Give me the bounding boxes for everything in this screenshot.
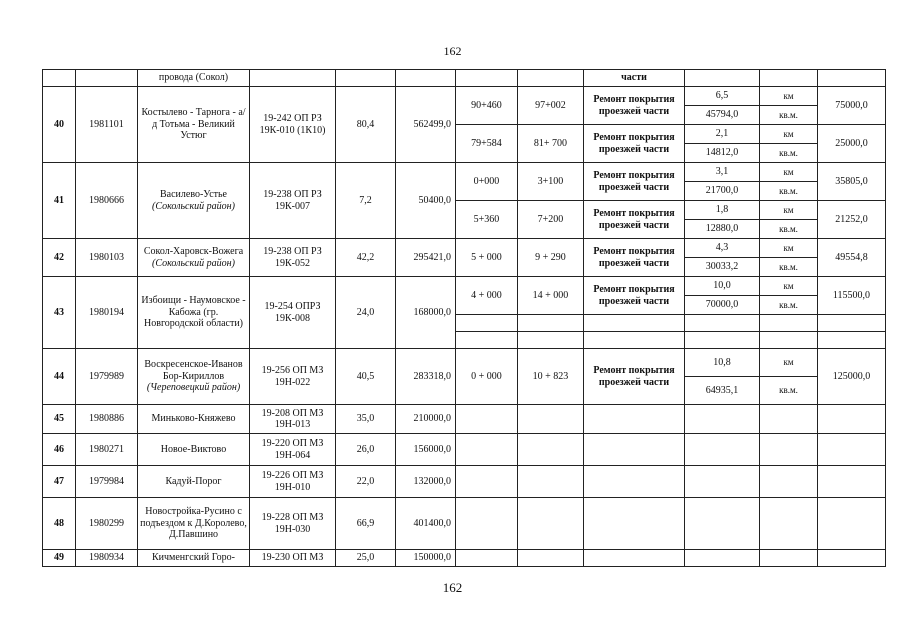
table-row — [43, 163, 886, 182]
unit-km: км — [760, 239, 818, 258]
road-code: 19-230 ОП МЗ — [250, 550, 336, 567]
work-type: Ремонт покрытия проезжей части — [584, 87, 685, 125]
segment-from: 4 + 000 — [456, 277, 518, 315]
segment-to: 7+200 — [518, 201, 584, 239]
road-code: 19-228 ОП МЗ 19Н-030 — [250, 498, 336, 550]
unit-area: кв.м. — [760, 296, 818, 315]
road-length: 80,4 — [336, 87, 396, 163]
road-length: 40,5 — [336, 349, 396, 405]
road-length: 26,0 — [336, 434, 396, 466]
length-km: 6,5 — [685, 87, 760, 106]
road-code: 19-208 ОП МЗ 19Н-013 — [250, 405, 336, 434]
area-value: 70000,0 — [685, 296, 760, 315]
area-value: 30033,2 — [685, 258, 760, 277]
road-name: Кадуй-Порог — [138, 466, 250, 498]
row-number: 43 — [43, 277, 76, 349]
length-km: 4,3 — [685, 239, 760, 258]
road-cost: 295421,0 — [396, 239, 456, 277]
page-number-top: 162 — [443, 44, 462, 58]
segment-sum: 75000,0 — [818, 87, 886, 125]
road-id: 1980886 — [76, 405, 138, 434]
unit-area: кв.м. — [760, 220, 818, 239]
road-name: Костылево - Тарнога - а/д Тотьма - Великий Устюг — [138, 87, 250, 163]
work-type: Ремонт покрытия проезжей части — [584, 239, 685, 277]
segment-from: 79+584 — [456, 125, 518, 163]
segment-from: 0 + 000 — [456, 349, 518, 405]
segment-sum: 49554,8 — [818, 239, 886, 277]
segment-from: 5 + 000 — [456, 239, 518, 277]
segment-sum: 35805,0 — [818, 163, 886, 201]
road-name: Новостройка-Русино с подъездом к Д.Королево, Д.Павшино — [138, 498, 250, 550]
length-km: 10,8 — [685, 349, 760, 377]
segment-to: 9 + 290 — [518, 239, 584, 277]
road-cost: 210000,0 — [396, 405, 456, 434]
row-number: 40 — [43, 87, 76, 163]
area-value: 64935,1 — [685, 377, 760, 405]
length-km: 3,1 — [685, 163, 760, 182]
segment-to: 3+100 — [518, 163, 584, 201]
row-number: 45 — [43, 405, 76, 434]
unit-km: км — [760, 201, 818, 220]
road-cost: 283318,0 — [396, 349, 456, 405]
unit-area: кв.м. — [760, 182, 818, 201]
road-cost: 401400,0 — [396, 498, 456, 550]
area-value: 14812,0 — [685, 144, 760, 163]
road-name: Миньково-Княжево — [138, 405, 250, 434]
road-name: Кичменгский Горо- — [138, 550, 250, 567]
table-row — [43, 434, 886, 466]
length-km: 2,1 — [685, 125, 760, 144]
work-type: Ремонт покрытия проезжей части — [584, 277, 685, 315]
road-length: 25,0 — [336, 550, 396, 567]
table-row — [43, 277, 886, 296]
unit-km: км — [760, 277, 818, 296]
road-id: 1980103 — [76, 239, 138, 277]
road-code: 19-242 ОП РЗ 19К-010 (1К10) — [250, 87, 336, 163]
road-name: Избоищи - Наумовское - Кабожа (гр. Новгородской области) — [138, 277, 250, 349]
road-id: 1980194 — [76, 277, 138, 349]
segment-sum: 21252,0 — [818, 201, 886, 239]
table-row — [43, 550, 886, 567]
unit-km: км — [760, 163, 818, 182]
road-cost: 156000,0 — [396, 434, 456, 466]
page-number-bottom: 162 — [442, 580, 463, 595]
road-name-cell: провода (Сокол) — [138, 70, 250, 87]
work-type: Ремонт покрытия проезжей части — [584, 125, 685, 163]
road-code: 19-238 ОП РЗ 19К-007 — [250, 163, 336, 239]
road-code: 19-238 ОП РЗ 19К-052 — [250, 239, 336, 277]
unit-km: км — [760, 125, 818, 144]
road-length: 66,9 — [336, 498, 396, 550]
segment-to: 10 + 823 — [518, 349, 584, 405]
table-row — [43, 349, 886, 377]
segment-from: 0+000 — [456, 163, 518, 201]
table-row — [43, 466, 886, 498]
row-number: 46 — [43, 434, 76, 466]
unit-area: кв.м. — [760, 377, 818, 405]
roads-table — [42, 69, 886, 567]
segment-from: 5+360 — [456, 201, 518, 239]
road-name: Василево-Устье (Сокольский район) — [138, 163, 250, 239]
road-length: 24,0 — [336, 277, 396, 349]
unit-area: кв.м. — [760, 144, 818, 163]
unit-km: км — [760, 87, 818, 106]
road-code: 19-254 ОПРЗ 19К-008 — [250, 277, 336, 349]
row-number: 49 — [43, 550, 76, 567]
road-id: 1980666 — [76, 163, 138, 239]
road-id: 1980299 — [76, 498, 138, 550]
road-id: 1980271 — [76, 434, 138, 466]
unit-area: кв.м. — [760, 258, 818, 277]
row-number: 48 — [43, 498, 76, 550]
work-type: Ремонт покрытия проезжей части — [584, 163, 685, 201]
road-name: Сокол-Харовск-Вожега (Сокольский район) — [138, 239, 250, 277]
unit-km: км — [760, 349, 818, 377]
road-code: 19-256 ОП МЗ 19Н-022 — [250, 349, 336, 405]
road-length: 7,2 — [336, 163, 396, 239]
row-number: 47 — [43, 466, 76, 498]
length-km: 1,8 — [685, 201, 760, 220]
road-code: 19-220 ОП МЗ 19Н-064 — [250, 434, 336, 466]
table-row — [43, 405, 886, 434]
table-row — [43, 87, 886, 106]
road-name: Воскресенское-Иванов Бор-Кириллов (Череповецкий район) — [138, 349, 250, 405]
segment-to: 81+ 700 — [518, 125, 584, 163]
road-cost: 50400,0 — [396, 163, 456, 239]
segment-from: 90+460 — [456, 87, 518, 125]
road-cost: 168000,0 — [396, 277, 456, 349]
road-id: 1980934 — [76, 550, 138, 567]
table-row — [43, 70, 886, 87]
segment-to: 14 + 000 — [518, 277, 584, 315]
road-id: 1981101 — [76, 87, 138, 163]
road-name: Новое-Виктово — [138, 434, 250, 466]
segment-sum: 125000,0 — [818, 349, 886, 405]
road-code: 19-226 ОП МЗ 19Н-010 — [250, 466, 336, 498]
road-id: 1979989 — [76, 349, 138, 405]
road-length: 42,2 — [336, 239, 396, 277]
work-type: Ремонт покрытия проезжей части — [584, 349, 685, 405]
area-value: 45794,0 — [685, 106, 760, 125]
area-value: 21700,0 — [685, 182, 760, 201]
work-type: Ремонт покрытия проезжей части — [584, 201, 685, 239]
road-cost: 150000,0 — [396, 550, 456, 567]
row-number: 44 — [43, 349, 76, 405]
table-row — [43, 239, 886, 258]
area-value: 12880,0 — [685, 220, 760, 239]
road-length: 35,0 — [336, 405, 396, 434]
row-number: 42 — [43, 239, 76, 277]
work-type-cell: части — [584, 70, 685, 87]
road-length: 22,0 — [336, 466, 396, 498]
road-cost: 132000,0 — [396, 466, 456, 498]
road-id: 1979984 — [76, 466, 138, 498]
segment-sum: 115500,0 — [818, 277, 886, 315]
length-km: 10,0 — [685, 277, 760, 296]
row-number: 41 — [43, 163, 76, 239]
road-cost: 562499,0 — [396, 87, 456, 163]
segment-sum: 25000,0 — [818, 125, 886, 163]
table-row — [43, 498, 886, 550]
segment-to: 97+002 — [518, 87, 584, 125]
unit-area: кв.м. — [760, 106, 818, 125]
